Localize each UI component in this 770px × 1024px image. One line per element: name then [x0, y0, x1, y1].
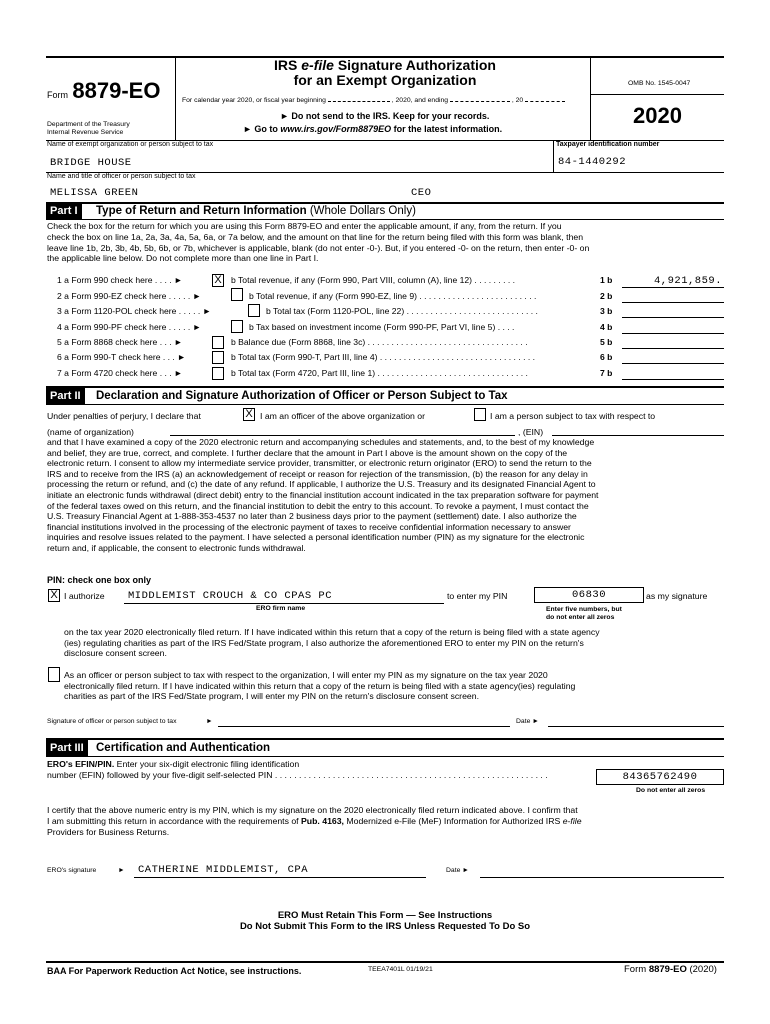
- footer-form-year: (2020): [686, 964, 717, 975]
- part2-title-rule: [46, 404, 724, 405]
- retain-line-2: Do Not Submit This Form to the IRS Unless Requested To Do So: [239, 921, 531, 932]
- declaration-line: IRS and to receive from the IRS (a) an acknowledgement of receipt or reason for rejection of the transmission, (b) the reason for any delay in: [47, 468, 588, 479]
- officer-date-label: Date ►: [516, 718, 539, 725]
- line-3a-checkbox[interactable]: [248, 304, 260, 317]
- org-name-label: Name of exempt organization or person subject to tax: [47, 141, 214, 148]
- part1-instructions: [47, 221, 723, 264]
- line-4b-number: 4 b: [600, 322, 613, 332]
- line-1a-checkbox[interactable]: X: [212, 274, 224, 287]
- omb-number: OMB No. 1545-0047: [628, 80, 691, 87]
- officer-signature-label: Signature of officer or person subject to tax: [47, 718, 177, 725]
- pin-note-line: Enter five numbers, but: [546, 606, 622, 613]
- line-3b-label: b Total tax (Form 1120-POL, line 22) . . . . . . . . . . . . . . . . . . . . . . . . . . . .: [266, 306, 538, 316]
- part1-title-suffix: (Whole Dollars Only): [306, 205, 416, 217]
- irs-name: Internal Revenue Service: [47, 129, 124, 136]
- fiscal-begin-field[interactable]: [328, 101, 390, 102]
- line-2a-checkbox[interactable]: [231, 288, 243, 301]
- declaration-paragraph: [47, 437, 723, 554]
- header-left-divider: [175, 58, 176, 140]
- line-2b-field[interactable]: [622, 289, 724, 303]
- to-enter-pin-text: to enter my PIN: [447, 591, 508, 601]
- line-3a-label: 3 a Form 1120-POL check here . . . . . ►: [57, 306, 212, 316]
- line-3b-field[interactable]: [622, 304, 724, 318]
- ero-firm-name-value[interactable]: MIDDLEMIST CROUCH & CO CPAS PC: [128, 590, 333, 602]
- line-7b-number: 7 b: [600, 368, 613, 378]
- tin-label: Taxpayer identification number: [556, 141, 660, 148]
- website-instruction: [243, 124, 502, 134]
- officer-pin-paragraph: [64, 670, 724, 702]
- department-block: [47, 121, 130, 137]
- footer-form-number: 8879-EO: [648, 964, 687, 975]
- line-6b-field[interactable]: [622, 350, 724, 364]
- declaration-line: and belief, they are true, correct, and complete. I further declare that the amount in Part I above is the amount shown on the copy of the: [47, 447, 568, 458]
- organization-name-field[interactable]: [170, 435, 515, 436]
- pin-heading: PIN: check one box only: [47, 575, 152, 585]
- omb-rule: [590, 94, 724, 95]
- line-4a-checkbox[interactable]: [231, 320, 243, 333]
- form-word: Form: [47, 90, 68, 100]
- line-7a-label: 7 a Form 4720 check here . . . ►: [57, 368, 183, 378]
- instr-pre: ► Go to: [243, 124, 281, 134]
- fiscal-end-year-field[interactable]: [525, 101, 565, 102]
- title-post: Signature Authorization: [333, 57, 496, 73]
- part3-title-rule: [46, 756, 724, 757]
- line-1b-value: 4,921,859.: [653, 275, 722, 287]
- cert-efile: e-file: [562, 815, 582, 826]
- fiscal-end-field[interactable]: [450, 101, 510, 102]
- tax-year-line: on the tax year 2020 electronically filed return. If I have indicated within this return that a copy of the return is being filed with a state agency: [64, 627, 600, 637]
- header-right-divider: [590, 58, 591, 140]
- line-2a-label: 2 a Form 990-EZ check here . . . . . ►: [57, 291, 202, 301]
- officer-enter-pin-checkbox[interactable]: [48, 667, 60, 682]
- title-efile: e-file: [301, 57, 334, 73]
- line-5b-field[interactable]: [622, 335, 724, 349]
- line-1b-field[interactable]: [622, 274, 724, 288]
- part2-title: Declaration and Signature Authorization of Officer or Person Subject to Tax: [96, 390, 508, 402]
- retain-notice: [46, 910, 724, 932]
- certification-line: [47, 816, 723, 827]
- ero-firm-name-field: [124, 603, 444, 604]
- tax-year: 2020: [633, 103, 682, 128]
- officer-pin-line: electronically filed return. If I have indicated within this return that a copy of the return is being filed with a state agency(ies) regulating: [64, 680, 576, 691]
- line-7a-checkbox[interactable]: [212, 367, 224, 380]
- line-4b-field[interactable]: [622, 320, 724, 334]
- tin-value[interactable]: 84-1440292: [558, 156, 627, 168]
- declaration-line: U.S. Treasury Financial Agent at 1-888-353-4537 no later than 2 business days prior to the payment (settlement) date. I also authorize the: [47, 511, 577, 522]
- tax-year-line: (ies) regulating charities as part of the IRS Fed/State program, I also authorize the aforementioned ERO to enter my PIN on the return's: [64, 637, 584, 648]
- pub-4163-reference: Pub. 4163,: [301, 815, 344, 826]
- penalties-text: Under penalties of perjury, I declare that: [47, 411, 201, 421]
- ero-signature-label: ERO's signature: [47, 867, 97, 874]
- ein-label: , (EIN): [518, 427, 544, 437]
- efin-heading: ERO's EFIN/PIN.: [47, 759, 115, 769]
- part2-label: Part II: [46, 388, 85, 404]
- person-subject-text: I am a person subject to tax with respect to: [490, 411, 656, 421]
- ero-signature-field: [134, 877, 426, 878]
- part1-intro-line: Check the box for the return for which you are using this Form 8879-EO and enter the applicable amount, if any, from the return. If you: [47, 221, 562, 231]
- do-not-send-instruction: ► Do not send to the IRS. Keep for your records.: [280, 111, 490, 121]
- ero-date-field[interactable]: [480, 877, 724, 878]
- form-number-block: [47, 78, 160, 103]
- efin-instruction: [47, 759, 592, 781]
- line-5a-checkbox[interactable]: [212, 336, 224, 349]
- tax-year-paragraph: [64, 627, 724, 659]
- ero-efin-pin-value: 84365762490: [622, 771, 698, 783]
- department-name: Department of the Treasury: [47, 121, 130, 128]
- footer-form-word: Form: [624, 964, 649, 975]
- line-5b-label: b Balance due (Form 8868, line 3c) . . . . . . . . . . . . . . . . . . . . . . . . . . . . . . . . . .: [231, 337, 528, 347]
- declaration-line: and that I have examined a copy of the 2020 electronic return and accompanying schedules and statements, and, to the best of my knowledge: [47, 437, 595, 447]
- cert-text: Modernized e-File (MeF) Information for Authorized IRS: [343, 815, 563, 826]
- line-6b-number: 6 b: [600, 352, 613, 362]
- part3-label: Part III: [46, 740, 88, 756]
- retain-line-1: ERO Must Retain This Form — See Instructions: [277, 910, 493, 921]
- tax-year-line: disclosure consent screen.: [64, 648, 167, 658]
- cert-text: I am submitting this return in accordance with the requirements of: [47, 815, 301, 826]
- line-2b-label: b Total revenue, if any (Form 990-EZ, line 9) . . . . . . . . . . . . . . . . . . . . . . . . .: [249, 291, 537, 301]
- line-4a-label: 4 a Form 990-PF check here . . . . . ►: [57, 322, 202, 332]
- line-6a-checkbox[interactable]: [212, 351, 224, 364]
- line-6b-label: b Total tax (Form 990-T, Part III, line 4) . . . . . . . . . . . . . . . . . . . . . . . . . . . . . . . . .: [231, 352, 536, 362]
- calendar-begin-label: For calendar year 2020, or fiscal year beginning: [182, 97, 326, 104]
- efin-note: Do not enter all zeros: [636, 787, 706, 794]
- org-name-value[interactable]: BRIDGE HOUSE: [50, 157, 132, 169]
- baa-notice: BAA For Paperwork Reduction Act Notice, see instructions.: [47, 966, 302, 976]
- line-5a-label: 5 a Form 8868 check here . . . ►: [57, 337, 183, 347]
- instr-post: for the latest information.: [391, 124, 503, 134]
- officer-pin-line: As an officer or person subject to tax with respect to the organization, I will enter my PIN as my signature on the tax year 2020: [64, 670, 548, 680]
- footer-rule: [46, 961, 724, 963]
- declaration-line: of the federal taxes owed on this return, and the financial institution to debit the entry to this account. To revoke a payment, I must contact the: [47, 500, 589, 511]
- ero-signature-value[interactable]: CATHERINE MIDDLEMIST, CPA: [138, 864, 309, 876]
- form-number: 8879-EO: [72, 78, 161, 103]
- part3-top-rule: [46, 738, 724, 740]
- ero-date-label: Date ►: [446, 867, 469, 874]
- officer-text: I am an officer of the above organization or: [260, 411, 426, 421]
- part2-top-rule: [46, 386, 724, 388]
- calendar-end-label: , 2020, and ending: [391, 97, 449, 104]
- part1-title-main: Type of Return and Return Information: [96, 205, 307, 217]
- declaration-line: electronic return. I consent to allow my intermediate service provider, transmitter, or electronic return originator (ERO) to send the return to the: [47, 458, 592, 469]
- footer-form-id: [624, 965, 717, 976]
- irs-website-link: www.irs.gov/Form8879EO: [280, 124, 392, 134]
- calendar-line: [182, 97, 565, 105]
- part1-intro-line: the applicable line below. Do not complete more than one line in Part I.: [47, 253, 319, 264]
- line-6a-label: 6 a Form 990-T check here . . . ►: [57, 352, 186, 362]
- officer-checkbox[interactable]: X: [243, 408, 255, 421]
- line-1b-number: 1 b: [600, 275, 613, 285]
- officer-pin-value: 06830: [571, 589, 606, 601]
- declaration-line: inquiries and resolve issues related to the payment. I have selected a personal identification number (PIN) as my signature for the electronic: [47, 532, 585, 543]
- line-4b-label: b Tax based on investment income (Form 990-PF, Part VI, line 5) . . . .: [249, 322, 515, 332]
- calendar-year-label: , 20: [511, 97, 524, 104]
- declaration-line: return and, if applicable, the consent to electronic funds withdrawal.: [47, 542, 306, 553]
- declaration-line: initiate an electronic funds withdrawal (direct debit) entry to the financial institution account indicated in the tax preparation software for payment: [47, 489, 599, 500]
- tin-divider: [553, 140, 554, 172]
- pin-note-line: do not enter all zeros: [546, 614, 615, 621]
- ein-field[interactable]: [552, 435, 724, 436]
- line-7b-label: b Total tax (Form 4720, Part III, line 1) . . . . . . . . . . . . . . . . . . . . . . . . . . . . . . . .: [231, 368, 528, 378]
- efin-line-1: [47, 759, 592, 770]
- efin-line-1-text: Enter your six-digit electronic filing identification: [114, 759, 300, 769]
- officer-pin-line: charities as part of the IRS Fed/State program, I will enter my PIN on the return's disclosure consent screen.: [64, 691, 479, 701]
- part1-intro-line: check the box on line 1a, 2a, 3a, 4a, 5a, 6a, or 7a below, and the amount on that line for the return being filed with this form was blank, then: [47, 231, 584, 242]
- officer-title-value[interactable]: CEO: [411, 187, 432, 199]
- part1-intro-line: leave line 1b, 2b, 3b, 4b, 5b, 6b, or 7b, whichever is applicable, blank (do not enter -0-). But, if you entered -0- on the return, then enter -0- on: [47, 242, 590, 253]
- line-2b-number: 2 b: [600, 291, 613, 301]
- part1-title-rule: [46, 219, 724, 220]
- certification-line: I certify that the above numeric entry is my PIN, which is my signature on the 2020 electronically filed return indicated above. I confirm that: [47, 805, 578, 815]
- line-1a-label: 1 a Form 990 check here . . . . ►: [57, 275, 183, 285]
- ero-signature-arrow-icon: ►: [118, 867, 125, 874]
- officer-name-value[interactable]: MELISSA GREEN: [50, 187, 139, 199]
- officer-pin-field[interactable]: [534, 587, 644, 603]
- form-code: TEEA7401L 01/19/21: [368, 966, 433, 973]
- form-subtitle: for an Exempt Organization: [293, 72, 477, 88]
- part1-label: Part I: [46, 203, 82, 219]
- ero-efin-pin-field[interactable]: [596, 769, 724, 785]
- certification-paragraph: [47, 805, 723, 837]
- declaration-line: financial institutions involved in the processing of the electronic payment of taxes to receive confidential information necessary to answer: [47, 521, 571, 532]
- authorize-text: I authorize: [64, 591, 105, 601]
- ero-firm-name-label: ERO firm name: [256, 605, 306, 612]
- title-pre: IRS: [274, 57, 302, 73]
- name-of-organization-label: (name of organization): [47, 427, 134, 437]
- signature-arrow-icon: ►: [206, 718, 213, 725]
- form-title: [190, 58, 580, 73]
- part3-title: Certification and Authentication: [96, 742, 270, 754]
- officer-label: Name and title of officer or person subject to tax: [47, 173, 196, 180]
- pin-note: [546, 606, 622, 622]
- officer-date-field[interactable]: [548, 726, 724, 727]
- officer-signature-field[interactable]: [218, 726, 510, 727]
- authorize-ero-checkbox[interactable]: X: [48, 589, 60, 602]
- as-my-signature-text: as my signature: [646, 591, 708, 601]
- line-1b-label: b Total revenue, if any (Form 990, Part VIII, column (A), line 12) . . . . . . . . .: [231, 275, 516, 285]
- line-7b-field[interactable]: [622, 366, 724, 380]
- efin-line-2: number (EFIN) followed by your five-digit self-selected PIN . . . . . . . . . . . . . . . . . . . . . . . . . . . . . . . . . . . . . . . . . . . . . . . . . . . . . . . . .: [47, 769, 548, 780]
- line-5b-number: 5 b: [600, 337, 613, 347]
- line-3b-number: 3 b: [600, 306, 613, 316]
- part1-title: [96, 204, 416, 218]
- person-subject-checkbox[interactable]: [474, 408, 486, 421]
- declaration-line: processing the return or refund, and (c) the date of any refund. If applicable, I authorize the U.S. Treasury and its designated Financial Agent to: [47, 479, 596, 490]
- certification-line: Providers for Business Returns.: [47, 826, 170, 837]
